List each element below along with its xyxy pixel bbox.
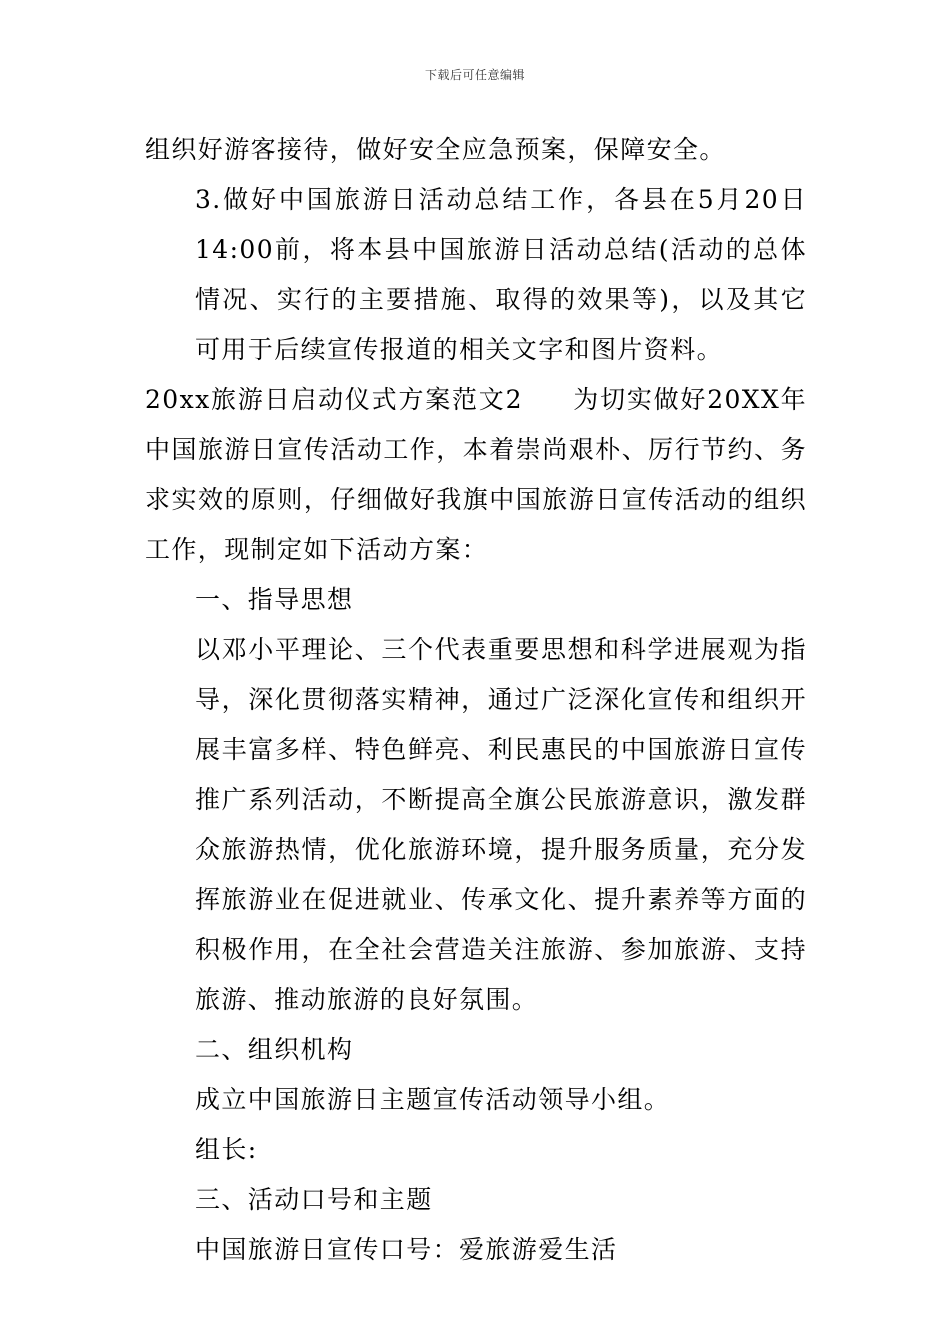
paragraph-slogan: 中国旅游日宣传口号：爱旅游爱生活 <box>195 1235 618 1264</box>
document-body <box>145 125 807 1275</box>
paragraph-summary-work: 3.做好中国旅游日活动总结工作，各县在5月20日14:00前，将本县中国旅游日活动总结(活动的总体情况、实行的主要措施、取得的效果等)，以及其它可用于后续宣传报道的相关文字和图片资料。 <box>195 185 807 364</box>
heading-guiding-thought: 一、指导思想 <box>195 585 354 614</box>
heading-slogan-theme: 三、活动口号和主题 <box>195 1185 433 1214</box>
section-title: 20xx旅游日启动仪式方案范文2 <box>145 385 523 414</box>
paragraph-guiding-thought: 以邓小平理论、三个代表重要思想和科学进展观为指导，深化贯彻落实精神，通过广泛深化宣传和组织开展丰富多样、特色鲜亮、利民惠民的中国旅游日宣传推广系列活动，不断提高全旗公民旅游意识，激发群众旅游热情，优化旅游环境，提升服务质量，充分发挥旅游业在促进就业、传承文化、提升素养等方面的积极作用，在全社会营造关注旅游、参加旅游、支持旅游、推动旅游的良好氛围。 <box>195 635 807 1014</box>
paragraph-plan-intro <box>145 375 807 575</box>
paragraph-leadership-group: 成立中国旅游日主题宣传活动领导小组。 <box>195 1085 671 1114</box>
plan-intro-body: 为切实做好20XX年中国旅游日宣传活动工作，本着崇尚艰朴、厉行节约、务求实效的原则，仔细做好我旗中国旅游日宣传活动的组织工作，现制定如下活动方案： <box>145 385 807 564</box>
heading-organization: 二、组织机构 <box>195 1035 354 1064</box>
paragraph-safety: 组织好游客接待，做好安全应急预案，保障安全。 <box>145 135 726 164</box>
page-header: 下载后可任意编辑 <box>424 68 525 82</box>
paragraph-group-leader: 组长: <box>195 1135 258 1164</box>
